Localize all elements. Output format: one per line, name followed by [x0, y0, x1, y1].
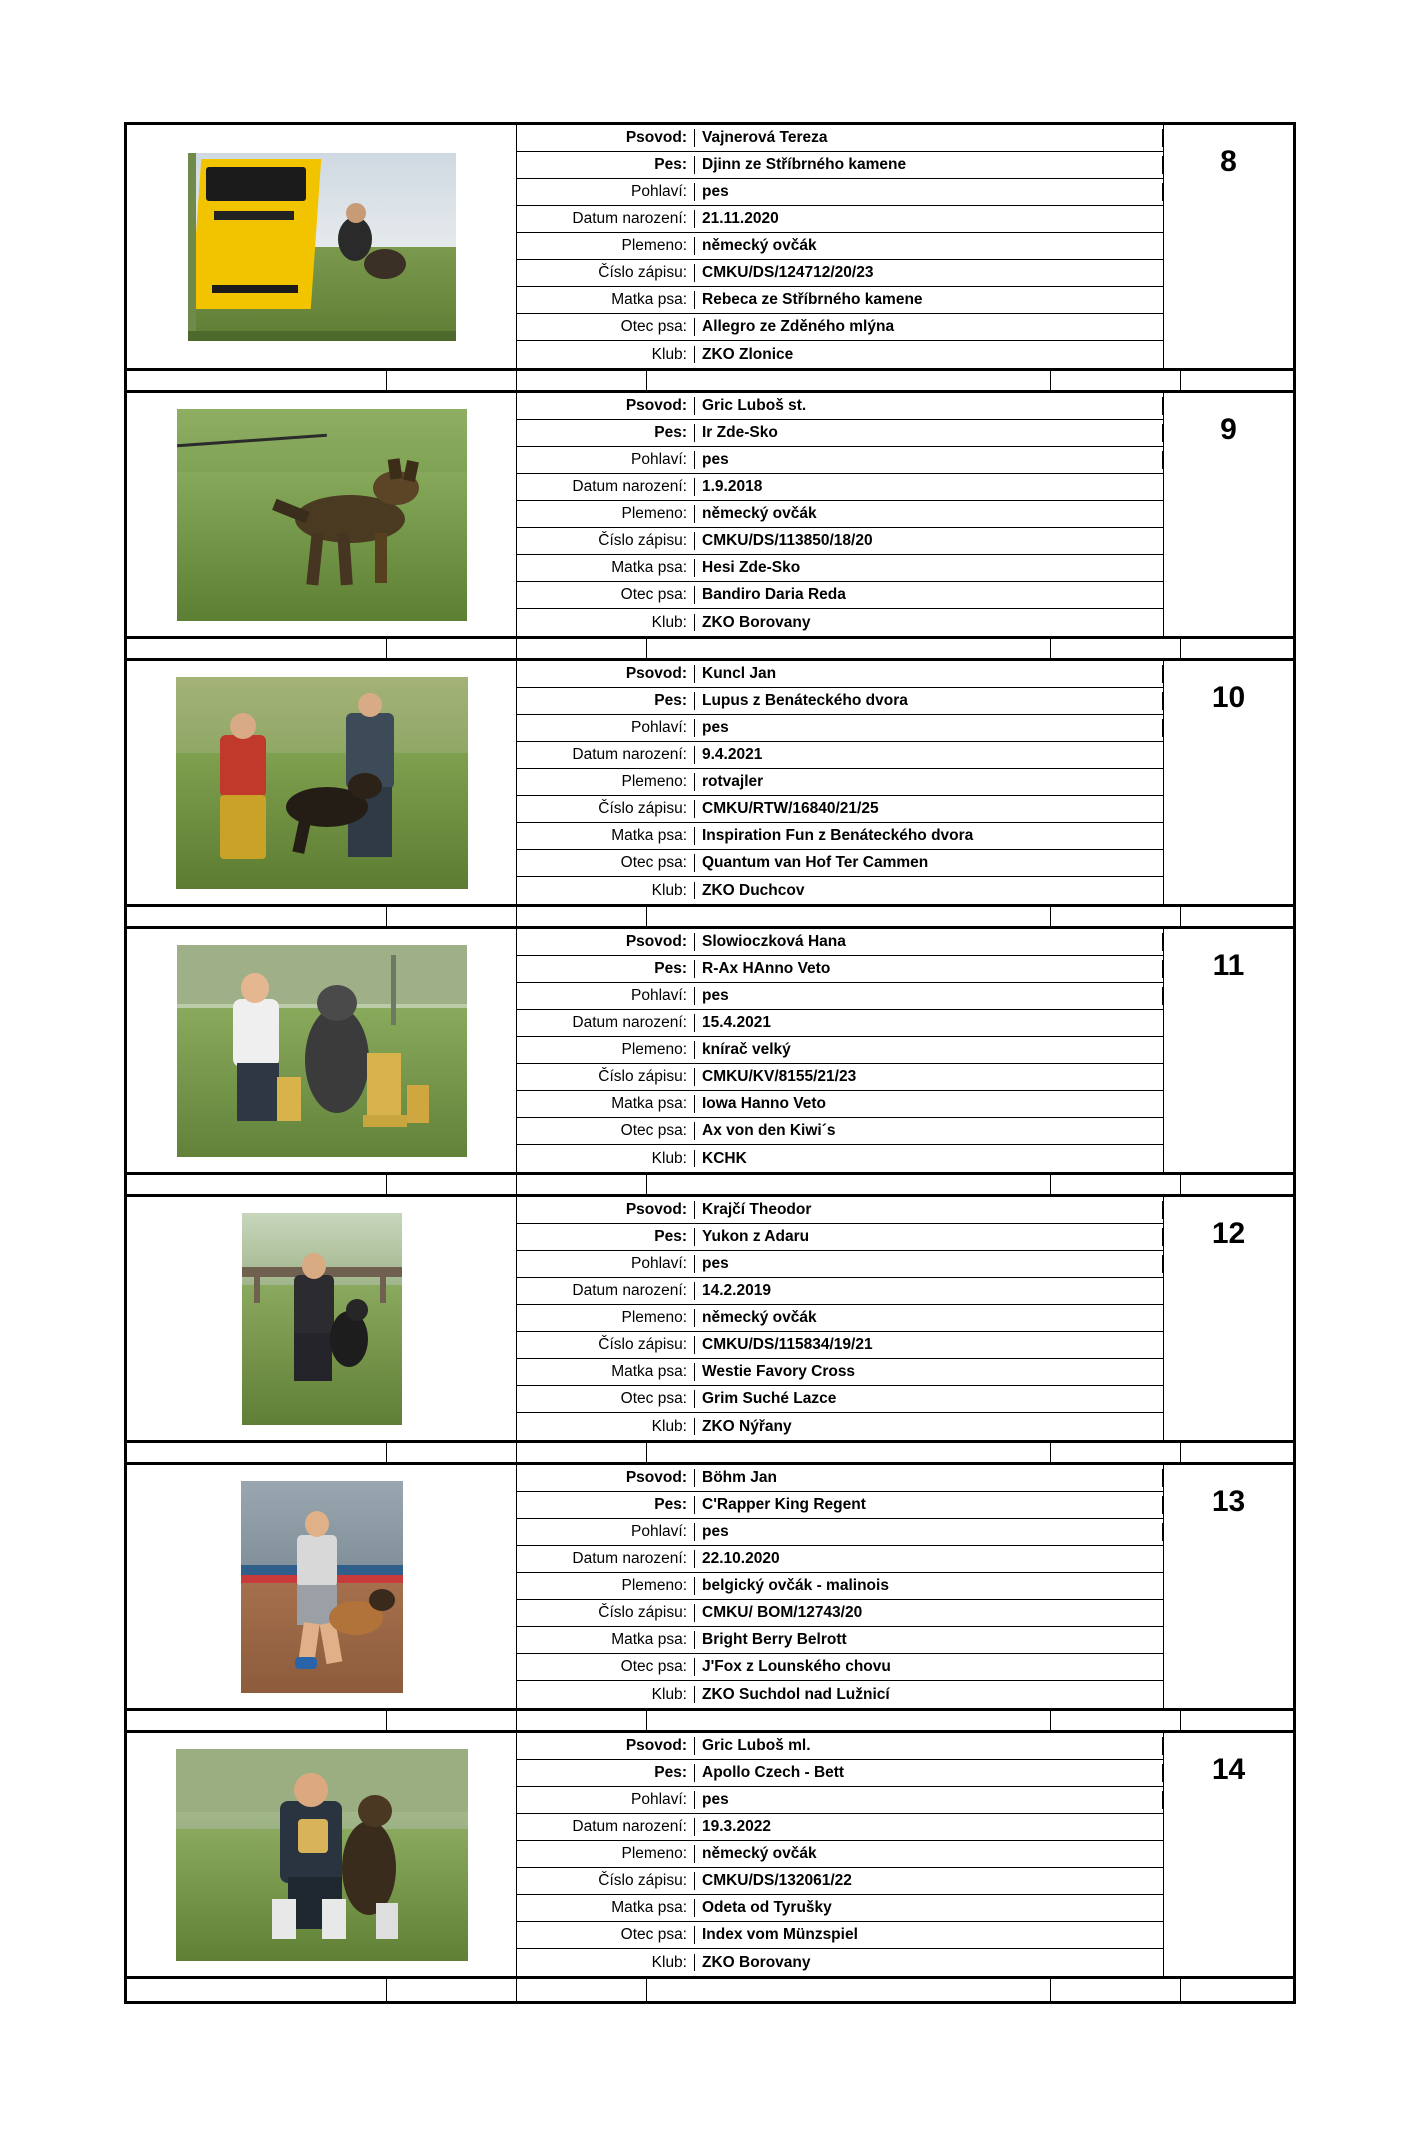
entry-fields	[517, 1197, 1293, 1440]
field-breed	[517, 1573, 1163, 1600]
label-owner: Psovod:	[517, 1201, 695, 1219]
value-sire: Index vom Münzspiel	[702, 1926, 858, 1944]
entry-photo-cell	[127, 1465, 517, 1708]
value-dam: Westie Favory Cross	[702, 1363, 856, 1381]
value-sire: Quantum van Hof Ter Cammen	[702, 854, 929, 872]
entry-number-text: 8	[1220, 145, 1237, 178]
label-owner: Psovod:	[517, 665, 695, 683]
value-birth: 9.4.2021	[702, 746, 763, 764]
field-dog	[517, 152, 1163, 179]
label-reg: Číslo zápisu:	[517, 532, 695, 550]
photo-13	[241, 1481, 403, 1693]
label-reg: Číslo zápisu:	[517, 264, 695, 282]
value-dog: Apollo Czech - Bett	[695, 1764, 1163, 1782]
field-club	[517, 341, 1163, 368]
field-dog	[517, 1492, 1163, 1519]
label-sex: Pohlaví:	[517, 1255, 695, 1273]
label-reg: Číslo zápisu:	[517, 1068, 695, 1086]
entry-fields	[517, 393, 1293, 636]
label-breed: Plemeno:	[517, 773, 695, 791]
field-owner	[517, 125, 1163, 152]
label-dog: Pes:	[517, 692, 695, 710]
field-sire	[517, 314, 1163, 341]
entry-fields	[517, 929, 1293, 1172]
label-sex: Pohlaví:	[517, 719, 695, 737]
label-breed: Plemeno:	[517, 505, 695, 523]
value-club: ZKO Borovany	[702, 1953, 811, 1971]
value-sire: Grim Suché Lazce	[702, 1390, 837, 1408]
entry-number	[1163, 1733, 1293, 1976]
field-birth	[517, 1278, 1163, 1305]
field-dam	[517, 1895, 1163, 1922]
value-breed: německý ovčák	[702, 237, 817, 255]
field-owner	[517, 1733, 1163, 1760]
value-dam: Rebeca ze Stříbrného kamene	[702, 291, 923, 309]
label-dog: Pes:	[517, 1764, 695, 1782]
field-sex	[517, 715, 1163, 742]
field-dam	[517, 1091, 1163, 1118]
value-birth: 19.3.2022	[702, 1818, 771, 1836]
label-sire: Otec psa:	[517, 1390, 695, 1408]
entry-number	[1163, 1197, 1293, 1440]
value-dam: Hesi Zde-Sko	[702, 559, 801, 577]
separator-row	[127, 371, 1293, 393]
field-sex	[517, 1787, 1163, 1814]
field-reg	[517, 1064, 1163, 1091]
value-breed: rotvajler	[702, 773, 764, 791]
label-reg: Číslo zápisu:	[517, 1336, 695, 1354]
field-sex	[517, 1519, 1163, 1546]
entries-table	[124, 122, 1296, 2004]
value-sex: pes	[695, 1791, 1163, 1809]
entry-photo-cell	[127, 125, 517, 368]
value-club: ZKO Zlonice	[702, 345, 794, 363]
field-birth	[517, 474, 1163, 501]
value-breed: belgický ovčák - malinois	[702, 1577, 889, 1595]
value-birth: 15.4.2021	[702, 1014, 771, 1032]
separator-row	[127, 907, 1293, 929]
field-owner	[517, 1197, 1163, 1224]
field-sire	[517, 1654, 1163, 1681]
label-owner: Psovod:	[517, 129, 695, 147]
value-dog: Ir Zde-Sko	[695, 424, 1163, 442]
label-dam: Matka psa:	[517, 1363, 695, 1381]
value-dam: Bright Berry Belrott	[702, 1631, 847, 1649]
value-reg: CMKU/DS/113850/18/20	[702, 532, 873, 550]
separator-row	[127, 1443, 1293, 1465]
entry-number-text: 12	[1211, 1217, 1246, 1250]
label-birth: Datum narození:	[517, 1818, 695, 1836]
entry-number	[1163, 393, 1293, 636]
value-reg: CMKU/DS/124712/20/23	[702, 264, 874, 282]
separator-row	[127, 1711, 1293, 1733]
field-breed	[517, 1841, 1163, 1868]
photo-8	[188, 153, 456, 341]
label-dam: Matka psa:	[517, 291, 695, 309]
field-club	[517, 609, 1163, 636]
label-reg: Číslo zápisu:	[517, 1872, 695, 1890]
document-page	[0, 122, 1428, 2150]
label-club: Klub:	[517, 614, 695, 632]
value-dog: Djinn ze Stříbrného kamene	[695, 156, 1163, 174]
value-sex: pes	[695, 451, 1163, 469]
photo-12	[242, 1213, 402, 1425]
separator-row	[127, 1175, 1293, 1197]
label-club: Klub:	[517, 882, 695, 900]
field-sex	[517, 1251, 1163, 1278]
value-dog: C'Rapper King Regent	[695, 1496, 1163, 1514]
table-row	[127, 1197, 1293, 1443]
value-sire: Ax von den Kiwi´s	[702, 1122, 836, 1140]
value-sex: pes	[695, 987, 1163, 1005]
label-owner: Psovod:	[517, 933, 695, 951]
value-birth: 22.10.2020	[702, 1550, 780, 1568]
value-club: ZKO Suchdol nad Lužnicí	[702, 1685, 890, 1703]
value-owner: Gric Luboš ml.	[695, 1737, 1163, 1755]
value-birth: 1.9.2018	[702, 478, 763, 496]
label-breed: Plemeno:	[517, 1845, 695, 1863]
field-owner	[517, 661, 1163, 688]
label-birth: Datum narození:	[517, 210, 695, 228]
field-dam	[517, 1359, 1163, 1386]
label-dam: Matka psa:	[517, 1095, 695, 1113]
value-reg: CMKU/KV/8155/21/23	[702, 1068, 857, 1086]
entry-number-text: 14	[1211, 1753, 1246, 1786]
value-sex: pes	[695, 719, 1163, 737]
table-row	[127, 1465, 1293, 1711]
value-sex: pes	[695, 1255, 1163, 1273]
field-breed	[517, 233, 1163, 260]
label-breed: Plemeno:	[517, 1041, 695, 1059]
field-dam	[517, 1627, 1163, 1654]
entry-number-text: 13	[1211, 1485, 1246, 1518]
label-sex: Pohlaví:	[517, 1791, 695, 1809]
field-club	[517, 1413, 1163, 1440]
entry-photo-cell	[127, 1733, 517, 1976]
label-club: Klub:	[517, 346, 695, 364]
value-breed: německý ovčák	[702, 505, 817, 523]
field-birth	[517, 1010, 1163, 1037]
value-reg: CMKU/DS/132061/22	[702, 1872, 852, 1890]
field-birth	[517, 1546, 1163, 1573]
label-dam: Matka psa:	[517, 827, 695, 845]
value-reg: CMKU/RTW/16840/21/25	[702, 800, 879, 818]
label-dog: Pes:	[517, 424, 695, 442]
value-sex: pes	[695, 183, 1163, 201]
value-reg: CMKU/ BOM/12743/20	[702, 1604, 863, 1622]
field-sex	[517, 447, 1163, 474]
label-sire: Otec psa:	[517, 1926, 695, 1944]
entry-photo-cell	[127, 929, 517, 1172]
label-breed: Plemeno:	[517, 237, 695, 255]
field-dam	[517, 555, 1163, 582]
label-dog: Pes:	[517, 1228, 695, 1246]
field-sex	[517, 983, 1163, 1010]
separator-row	[127, 639, 1293, 661]
field-dog	[517, 1224, 1163, 1251]
entry-fields	[517, 1733, 1293, 1976]
label-birth: Datum narození:	[517, 1282, 695, 1300]
table-row	[127, 125, 1293, 371]
value-owner: Gric Luboš st.	[695, 397, 1163, 415]
field-dog	[517, 956, 1163, 983]
field-dog	[517, 688, 1163, 715]
entry-number-text: 11	[1212, 949, 1245, 982]
label-sire: Otec psa:	[517, 586, 695, 604]
entry-photo-cell	[127, 661, 517, 904]
value-reg: CMKU/DS/115834/19/21	[702, 1336, 873, 1354]
field-reg	[517, 528, 1163, 555]
value-dam: Inspiration Fun z Benáteckého dvora	[702, 827, 974, 845]
field-dam	[517, 287, 1163, 314]
field-birth	[517, 1814, 1163, 1841]
label-sire: Otec psa:	[517, 318, 695, 336]
value-birth: 14.2.2019	[702, 1282, 771, 1300]
value-sex: pes	[695, 1523, 1163, 1541]
value-breed: knírač velký	[702, 1041, 791, 1059]
field-reg	[517, 796, 1163, 823]
value-dam: Iowa Hanno Veto	[702, 1095, 827, 1113]
value-owner: Vajnerová Tereza	[695, 129, 1163, 147]
field-breed	[517, 1037, 1163, 1064]
label-sex: Pohlaví:	[517, 183, 695, 201]
photo-9	[177, 409, 467, 621]
value-owner: Slowioczková Hana	[695, 933, 1163, 951]
field-birth	[517, 742, 1163, 769]
label-dam: Matka psa:	[517, 1899, 695, 1917]
field-sire	[517, 582, 1163, 609]
field-breed	[517, 501, 1163, 528]
field-club	[517, 1681, 1163, 1708]
label-reg: Číslo zápisu:	[517, 1604, 695, 1622]
entry-photo-cell	[127, 393, 517, 636]
entry-number-text: 10	[1211, 681, 1246, 714]
entry-number	[1163, 661, 1293, 904]
value-dog: R-Ax HAnno Veto	[695, 960, 1163, 978]
field-breed	[517, 769, 1163, 796]
table-row	[127, 661, 1293, 907]
value-sire: Bandiro Daria Reda	[702, 586, 846, 604]
entry-number	[1163, 125, 1293, 368]
table-row	[127, 1733, 1293, 1979]
value-owner: Krajčí Theodor	[695, 1201, 1163, 1219]
field-owner	[517, 1465, 1163, 1492]
label-sex: Pohlaví:	[517, 451, 695, 469]
label-dam: Matka psa:	[517, 559, 695, 577]
field-club	[517, 1949, 1163, 1976]
label-reg: Číslo zápisu:	[517, 800, 695, 818]
field-sire	[517, 850, 1163, 877]
table-row	[127, 393, 1293, 639]
label-club: Klub:	[517, 1150, 695, 1168]
field-club	[517, 1145, 1163, 1172]
field-reg	[517, 1600, 1163, 1627]
label-breed: Plemeno:	[517, 1309, 695, 1327]
label-club: Klub:	[517, 1686, 695, 1704]
value-club: ZKO Borovany	[702, 613, 811, 631]
entry-number-text: 9	[1220, 413, 1237, 446]
field-dog	[517, 1760, 1163, 1787]
label-birth: Datum narození:	[517, 478, 695, 496]
label-birth: Datum narození:	[517, 1550, 695, 1568]
label-dog: Pes:	[517, 1496, 695, 1514]
value-club: KCHK	[702, 1149, 747, 1167]
value-dam: Odeta od Tyrušky	[702, 1899, 832, 1917]
label-dog: Pes:	[517, 156, 695, 174]
field-birth	[517, 206, 1163, 233]
value-club: ZKO Nýřany	[702, 1417, 792, 1435]
field-sex	[517, 179, 1163, 206]
field-club	[517, 877, 1163, 904]
value-breed: německý ovčák	[702, 1845, 817, 1863]
label-sire: Otec psa:	[517, 1658, 695, 1676]
label-breed: Plemeno:	[517, 1577, 695, 1595]
label-birth: Datum narození:	[517, 746, 695, 764]
field-sire	[517, 1922, 1163, 1949]
entry-fields	[517, 661, 1293, 904]
value-owner: Böhm Jan	[695, 1469, 1163, 1487]
photo-10	[176, 677, 468, 889]
value-club: ZKO Duchcov	[702, 881, 805, 899]
entry-fields	[517, 125, 1293, 368]
entry-fields	[517, 1465, 1293, 1708]
table-row	[127, 929, 1293, 1175]
label-owner: Psovod:	[517, 1469, 695, 1487]
label-owner: Psovod:	[517, 397, 695, 415]
field-sire	[517, 1118, 1163, 1145]
entry-number	[1163, 929, 1293, 1172]
value-birth: 21.11.2020	[702, 210, 779, 228]
label-sex: Pohlaví:	[517, 987, 695, 1005]
label-dam: Matka psa:	[517, 1631, 695, 1649]
field-reg	[517, 1332, 1163, 1359]
label-birth: Datum narození:	[517, 1014, 695, 1032]
value-sire: Allegro ze Zděného mlýna	[702, 318, 895, 336]
label-dog: Pes:	[517, 960, 695, 978]
value-breed: německý ovčák	[702, 1309, 817, 1327]
field-owner	[517, 929, 1163, 956]
entry-number	[1163, 1465, 1293, 1708]
entry-photo-cell	[127, 1197, 517, 1440]
value-sire: J'Fox z Lounského chovu	[702, 1658, 891, 1676]
photo-11	[177, 945, 467, 1157]
photo-14	[176, 1749, 468, 1961]
field-dog	[517, 420, 1163, 447]
field-reg	[517, 260, 1163, 287]
label-owner: Psovod:	[517, 1737, 695, 1755]
label-sire: Otec psa:	[517, 854, 695, 872]
label-club: Klub:	[517, 1418, 695, 1436]
value-owner: Kuncl Jan	[695, 665, 1163, 683]
label-club: Klub:	[517, 1954, 695, 1972]
label-sire: Otec psa:	[517, 1122, 695, 1140]
separator-row	[127, 1979, 1293, 2001]
field-reg	[517, 1868, 1163, 1895]
field-owner	[517, 393, 1163, 420]
label-sex: Pohlaví:	[517, 1523, 695, 1541]
field-sire	[517, 1386, 1163, 1413]
value-dog: Yukon z Adaru	[695, 1228, 1163, 1246]
field-breed	[517, 1305, 1163, 1332]
value-dog: Lupus z Benáteckého dvora	[695, 692, 1163, 710]
field-dam	[517, 823, 1163, 850]
